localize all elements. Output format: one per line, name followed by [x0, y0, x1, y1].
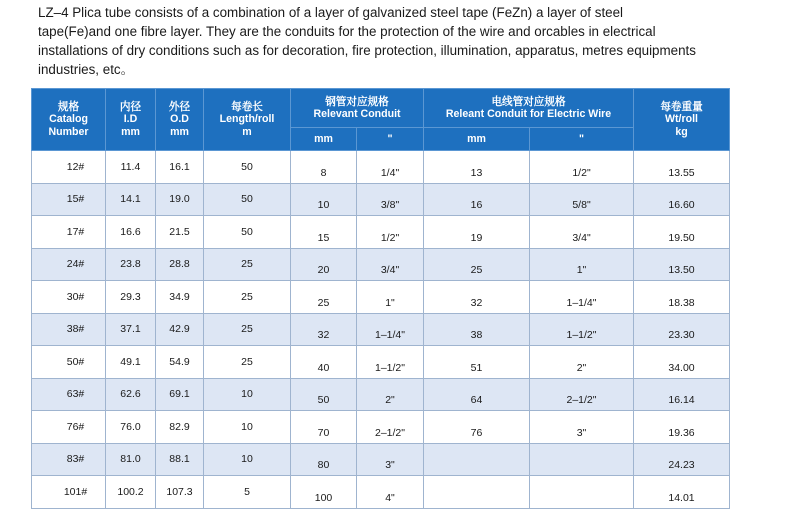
cell-electric-inch — [530, 443, 634, 476]
cell-weight: 19.36 — [634, 411, 730, 444]
cell-electric-inch: 1–1/2" — [530, 313, 634, 346]
cell-steel-inch: 1" — [357, 281, 424, 314]
table-row — [32, 216, 730, 249]
cell-steel-inch: 4" — [357, 476, 424, 509]
header-steel-inch: " — [357, 128, 424, 151]
cell-steel-inch: 1–1/4" — [357, 313, 424, 346]
cell-length: 10 — [204, 411, 291, 444]
cell-steel-mm: 50 — [291, 378, 357, 411]
table-row — [32, 313, 730, 346]
header-electric-mm: mm — [424, 128, 530, 151]
cell-steel-mm: 10 — [291, 183, 357, 216]
header-od: 外径 O.D mm — [156, 89, 204, 151]
cell-steel-inch: 2–1/2" — [357, 411, 424, 444]
header-catalog: 规格 Catalog Number — [32, 89, 106, 151]
cell-steel-mm: 70 — [291, 411, 357, 444]
cell-id: 11.4 — [106, 151, 156, 184]
cell-steel-inch: 3" — [357, 443, 424, 476]
cell-length: 5 — [204, 476, 291, 509]
intro-line: industries, etc。 — [38, 62, 135, 77]
cell-id: 76.0 — [106, 411, 156, 444]
cell-od: 34.9 — [156, 281, 204, 314]
table-row — [32, 443, 730, 476]
cell-electric-mm: 64 — [424, 378, 530, 411]
cell-steel-mm: 32 — [291, 313, 357, 346]
cell-steel-mm: 15 — [291, 216, 357, 249]
cell-steel-inch: 1/2" — [357, 216, 424, 249]
cell-od: 21.5 — [156, 216, 204, 249]
header-electric-conduit: 电线管对应规格 Releant Conduit for Electric Wire — [424, 89, 634, 128]
table-row — [32, 346, 730, 379]
intro-line: LZ–4 Plica tube consists of a combination of a layer of galvanized steel tape (FeZn) a layer of steel — [38, 5, 624, 20]
cell-steel-mm: 40 — [291, 346, 357, 379]
cell-length: 10 — [204, 443, 291, 476]
cell-electric-mm — [424, 476, 530, 509]
cell-electric-mm: 76 — [424, 411, 530, 444]
table-row — [32, 183, 730, 216]
cell-weight: 24.23 — [634, 443, 730, 476]
cell-weight: 18.38 — [634, 281, 730, 314]
cell-electric-mm: 25 — [424, 248, 530, 281]
cell-length: 25 — [204, 346, 291, 379]
header-id: 内径 I.D mm — [106, 89, 156, 151]
spec-table — [31, 88, 730, 509]
cell-od: 82.9 — [156, 411, 204, 444]
cell-catalog: 15# — [32, 183, 106, 216]
cell-id: 49.1 — [106, 346, 156, 379]
cell-catalog: 83# — [32, 443, 106, 476]
cell-id: 29.3 — [106, 281, 156, 314]
cell-steel-inch: 2" — [357, 378, 424, 411]
cell-electric-inch: 2–1/2" — [530, 378, 634, 411]
cell-steel-mm: 80 — [291, 443, 357, 476]
cell-catalog: 17# — [32, 216, 106, 249]
cell-steel-inch: 3/8" — [357, 183, 424, 216]
cell-id: 37.1 — [106, 313, 156, 346]
cell-electric-inch: 3/4" — [530, 216, 634, 249]
cell-od: 54.9 — [156, 346, 204, 379]
cell-electric-mm: 13 — [424, 151, 530, 184]
cell-length: 10 — [204, 378, 291, 411]
cell-electric-inch: 2" — [530, 346, 634, 379]
cell-electric-mm: 19 — [424, 216, 530, 249]
cell-electric-mm: 38 — [424, 313, 530, 346]
cell-length: 25 — [204, 281, 291, 314]
cell-catalog: 12# — [32, 151, 106, 184]
cell-steel-mm: 100 — [291, 476, 357, 509]
cell-id: 14.1 — [106, 183, 156, 216]
cell-catalog: 101# — [32, 476, 106, 509]
cell-steel-mm: 20 — [291, 248, 357, 281]
cell-length: 25 — [204, 313, 291, 346]
cell-od: 88.1 — [156, 443, 204, 476]
cell-electric-inch: 1–1/4" — [530, 281, 634, 314]
cell-electric-mm: 16 — [424, 183, 530, 216]
header-electric-inch: " — [530, 128, 634, 151]
cell-weight: 19.50 — [634, 216, 730, 249]
cell-id: 81.0 — [106, 443, 156, 476]
header-weight: 每卷重量 Wt/roll kg — [634, 89, 730, 151]
intro-line: tape(Fe)and one fibre layer. They are the conduits for the protection of the wire and orcables in electrical — [38, 24, 656, 39]
header-steel-conduit: 钢管对应规格 Relevant Conduit — [291, 89, 424, 128]
cell-length: 25 — [204, 248, 291, 281]
cell-electric-inch — [530, 476, 634, 509]
cell-length: 50 — [204, 216, 291, 249]
table-row — [32, 476, 730, 509]
cell-weight: 34.00 — [634, 346, 730, 379]
cell-catalog: 76# — [32, 411, 106, 444]
table-row — [32, 151, 730, 184]
cell-steel-mm: 25 — [291, 281, 357, 314]
cell-steel-inch: 1/4" — [357, 151, 424, 184]
cell-electric-mm — [424, 443, 530, 476]
cell-catalog: 24# — [32, 248, 106, 281]
cell-id: 100.2 — [106, 476, 156, 509]
cell-weight: 16.14 — [634, 378, 730, 411]
cell-electric-inch: 1" — [530, 248, 634, 281]
cell-electric-inch: 3" — [530, 411, 634, 444]
cell-steel-inch: 1–1/2" — [357, 346, 424, 379]
cell-id: 62.6 — [106, 378, 156, 411]
table-row — [32, 248, 730, 281]
cell-weight: 13.50 — [634, 248, 730, 281]
cell-steel-inch: 3/4" — [357, 248, 424, 281]
cell-length: 50 — [204, 151, 291, 184]
cell-weight: 13.55 — [634, 151, 730, 184]
cell-catalog: 30# — [32, 281, 106, 314]
cell-steel-mm: 8 — [291, 151, 357, 184]
cell-catalog: 63# — [32, 378, 106, 411]
cell-od: 19.0 — [156, 183, 204, 216]
cell-id: 23.8 — [106, 248, 156, 281]
cell-electric-inch: 5/8" — [530, 183, 634, 216]
cell-od: 28.8 — [156, 248, 204, 281]
cell-electric-mm: 51 — [424, 346, 530, 379]
table-row — [32, 411, 730, 444]
table-row — [32, 281, 730, 314]
cell-electric-mm: 32 — [424, 281, 530, 314]
cell-weight: 16.60 — [634, 183, 730, 216]
header-steel-mm: mm — [291, 128, 357, 151]
cell-od: 16.1 — [156, 151, 204, 184]
cell-od: 69.1 — [156, 378, 204, 411]
cell-catalog: 38# — [32, 313, 106, 346]
header-length: 每卷长 Length/roll m — [204, 89, 291, 151]
cell-od: 107.3 — [156, 476, 204, 509]
table-row — [32, 378, 730, 411]
cell-catalog: 50# — [32, 346, 106, 379]
intro-paragraph — [38, 3, 778, 79]
cell-od: 42.9 — [156, 313, 204, 346]
cell-length: 50 — [204, 183, 291, 216]
cell-id: 16.6 — [106, 216, 156, 249]
cell-weight: 14.01 — [634, 476, 730, 509]
cell-electric-inch: 1/2" — [530, 151, 634, 184]
intro-line: installations of dry conditions such as for decoration, fire protection, illumination, apparatus, metres equipments — [38, 43, 696, 58]
cell-weight: 23.30 — [634, 313, 730, 346]
